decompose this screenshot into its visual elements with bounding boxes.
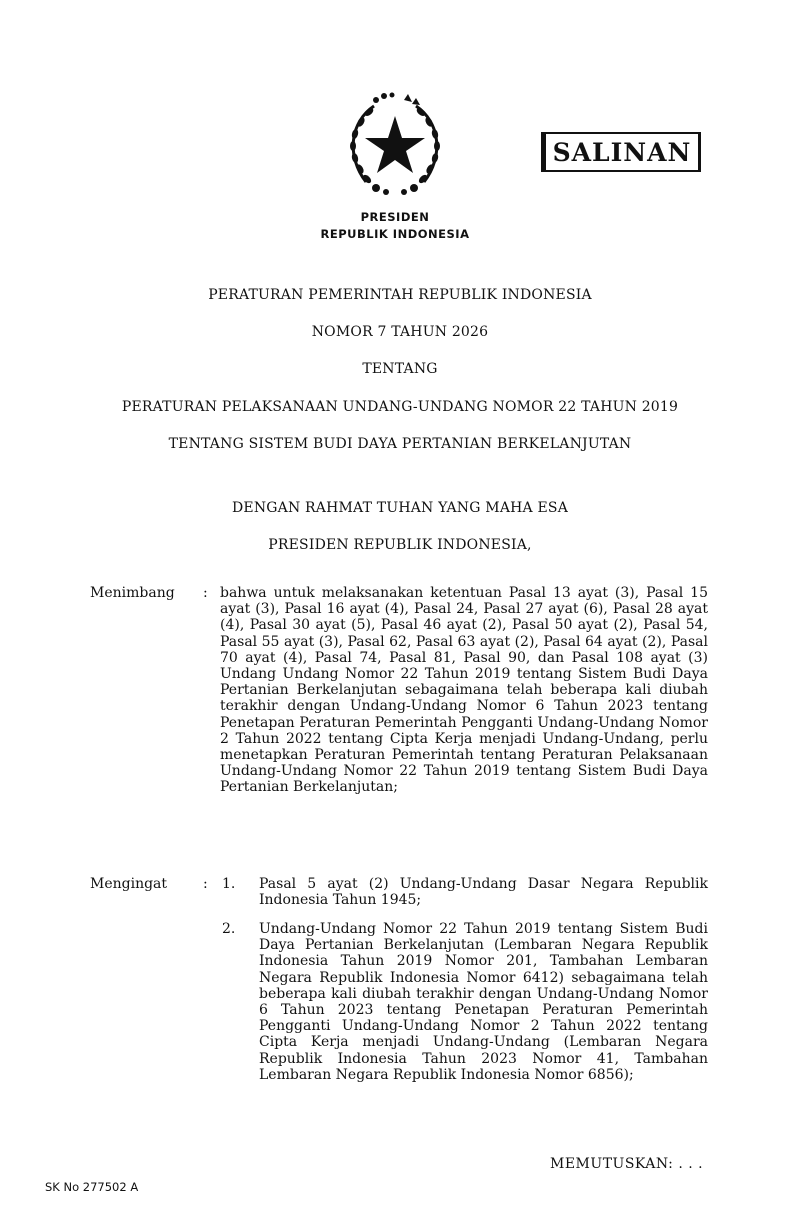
menimbang-text: bahwa untuk melaksanakan ketentuan Pasal 13 ayat (3), Pasal 15 ayat (3), Pasal 16 ayat (4), Pasal 24, Pasal 27 ayat (6), Pasal 28 ayat (4), Pasal 30 ayat (5), Pasal 46 ayat (2), Pasal 50 ayat (2), Pasal 54, Pasal 55 ayat (3), Pasal 62, Pasal 63 ayat (2), Pasal 64 ayat (2), Pasal 70 ayat (4), Pasal 74, Pasal 81, Pasal 90, dan Pasal 108 ayat (3) Undang Undang Nomor 22 Tahun 2019 tentang Sistem Budi Daya Pertanian Berkelanjutan sebagaimana telah beberapa kali diubah terakhir dengan Undang-Undang Nomor 6 Tahun 2023 tentang Penetapan Peraturan Pemerintah Pengganti Undang-Undang Nomor 2 Tahun 2022 tentang Cipta Kerja menjadi Undang-Undang, perlu menetapkan Peraturan Pemerintah tentang Peraturan Pelaksanaan Undang-Undang Nomor 22 Tahun 2019 tentang Sistem Budi Daya Pertanian Berkelanjutan; (220, 585, 708, 796)
mengingat-item-1-number: 1. (222, 876, 236, 892)
mengingat-item-2-text: Undang-Undang Nomor 22 Tahun 2019 tentang Sistem Budi Daya Pertanian Berkelanjutan (Lembaran Negara Republik Indonesia Tahun 2019 Nomor 201, Tambahan Lembaran Negara Republik Indonesia Nomor 6412) sebagaimana telah beberapa kali diubah terakhir dengan Undang-Undang Nomor 6 Tahun 2023 tentang Penetapan Peraturan Pemerintah Pengganti Undang-Undang Nomor 2 Tahun 2022 tentang Cipta Kerja menjadi Undang-Undang (Lembaran Negara Republik Indonesia Tahun 2023 Nomor 41, Tambahan Lembaran Negara Republik Indonesia Nomor 6856); (259, 921, 708, 1083)
mengingat-item-1-text: Pasal 5 ayat (2) Undang-Undang Dasar Negara Republik Indonesia Tahun 1945; (259, 876, 708, 909)
title-line-4: PERATURAN PELAKSANAAN UNDANG-UNDANG NOMOR 22 TAHUN 2019 (121, 399, 679, 415)
mengingat-colon: : (203, 876, 208, 892)
salinan-stamp: SALINAN (541, 132, 701, 172)
title-line-5: TENTANG SISTEM BUDI DAYA PERTANIAN BERKELANJUTAN (168, 436, 632, 452)
title-line-2: NOMOR 7 TAHUN 2026 (311, 324, 489, 340)
national-emblem-icon (336, 86, 454, 200)
menimbang-colon: : (203, 585, 208, 601)
header-presiden: PRESIDEN (360, 210, 430, 224)
mengingat-item-2-number: 2. (222, 921, 236, 937)
rahmat-line: DENGAN RAHMAT TUHAN YANG MAHA ESA (231, 500, 569, 516)
mengingat-label: Mengingat (90, 876, 168, 892)
title-line-1: PERATURAN PEMERINTAH REPUBLIK INDONESIA (208, 287, 592, 303)
header-republik: REPUBLIK INDONESIA (320, 227, 470, 241)
menimbang-label: Menimbang (90, 585, 175, 601)
memutuskan-continuation: MEMUTUSKAN: . . . (550, 1156, 704, 1172)
title-line-3: TENTANG (362, 361, 438, 377)
sk-number: SK No 277502 A (45, 1180, 139, 1194)
presiden-preamble-line: PRESIDEN REPUBLIK INDONESIA, (268, 537, 532, 553)
